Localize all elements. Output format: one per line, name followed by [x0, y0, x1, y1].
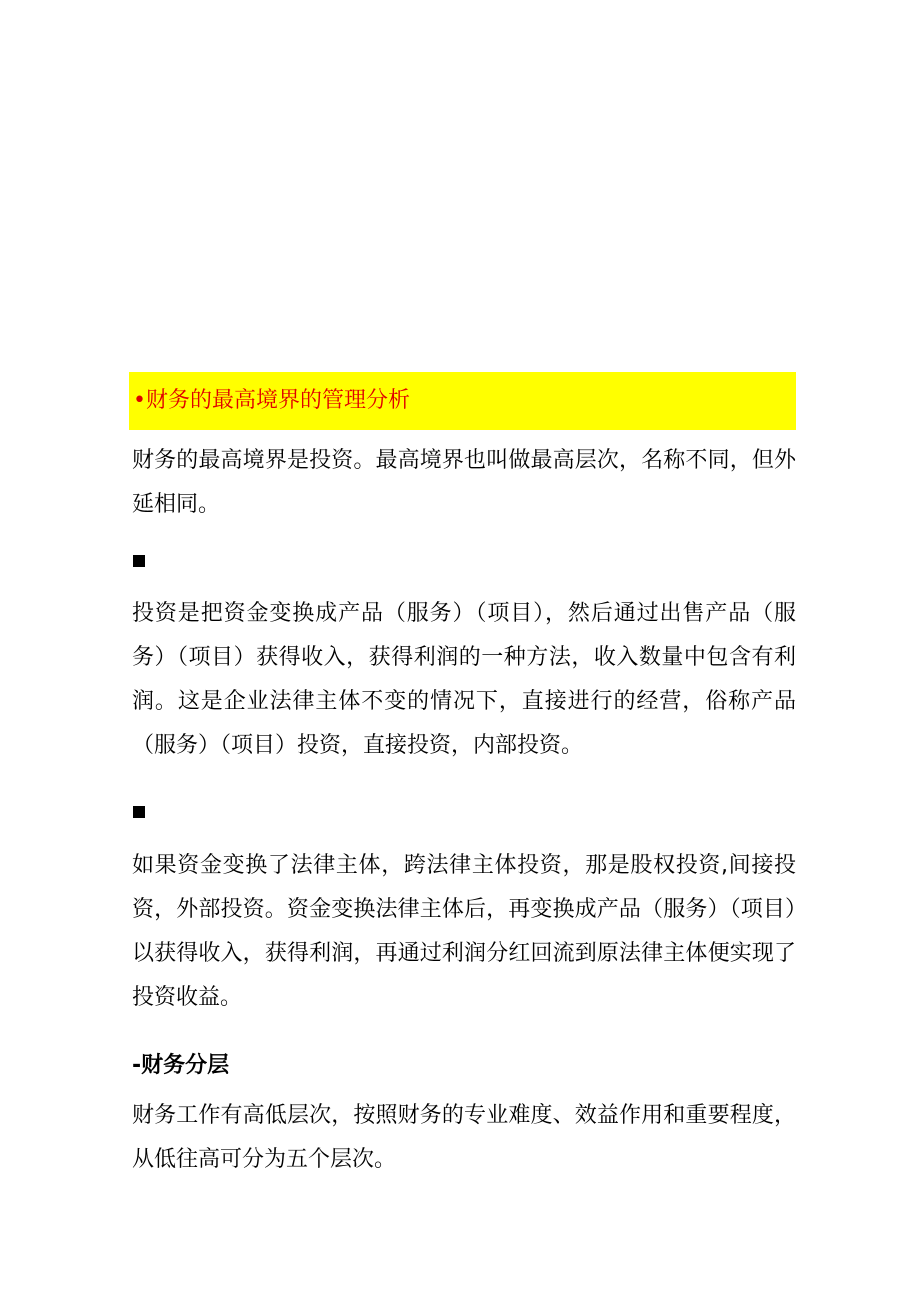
paragraph-direct-investment: 投资是把资金变换成产品（服务）（项目），然后通过出售产品（服务）（项目）获得收入，获得利润的一种方法，收入数量中包含有利润。这是企业法律主体不变的情况下，直接进行的经营，俗称产品（服务）（项目）投资，直接投资，内部投资。 [132, 601, 796, 758]
square-bullet-icon [133, 806, 145, 818]
paragraph-equity-investment: 如果资金变换了法律主体，跨法律主体投资，那是股权投资,间接投资，外部投资。资金变换法律主体后，再变换成产品（服务）（项目）以获得收入，获得利润，再通过利润分红回流到原法律主体便实现了投资收益。 [132, 853, 796, 1010]
paragraph-finance-levels: 财务工作有高低层次，按照财务的专业难度、效益作用和重要程度，从低往高可分为五个层次。 [132, 1103, 796, 1172]
paragraph-highest-realm: 财务的最高境界是投资。最高境界也叫做最高层次，名称不同，但外延相同。 [132, 448, 796, 517]
square-bullet-icon [133, 555, 145, 567]
highlighted-heading: •财务的最高境界的管理分析 [129, 372, 796, 430]
section-subheading: -财务分层 [132, 1053, 230, 1078]
